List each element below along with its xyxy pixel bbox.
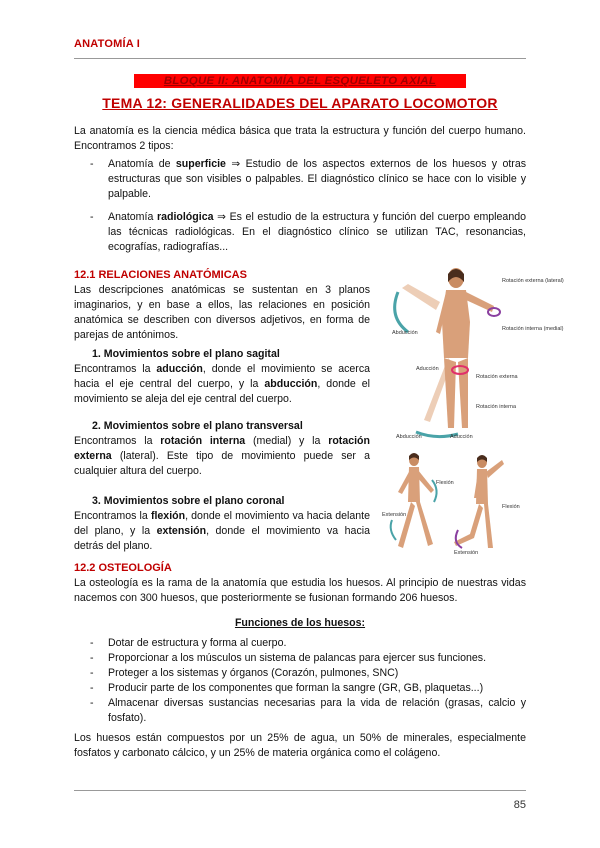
movement-2-text: Encontramos la rotación interna (medial) y la rotación externa (lateral). Este tipo de movimiento puede ser a cualquier altura del cuerpo. — [74, 435, 370, 477]
label-abduccion-leg: Abducción — [396, 434, 422, 440]
bullet-dash: - — [90, 158, 94, 170]
function-item: Proporcionar a los músculos un sistema de palancas para ejercer sus funciones. — [108, 652, 487, 664]
bullet-dash: - — [90, 637, 94, 649]
movement-3-text: Encontramos la flexión, donde el movimiento va hacia delante del plano, y la extensión, donde el movimiento va hacia detrás del plano. — [74, 510, 370, 552]
label-flexion-2: Flexión — [502, 504, 520, 510]
functions-title: Funciones de los huesos: — [234, 617, 366, 629]
bullet-dash: - — [90, 211, 94, 223]
movement-3-heading: 3. Movimientos sobre el plano coronal — [92, 495, 285, 507]
anatomical-position-figure — [378, 262, 564, 440]
composition-paragraph: Los huesos están compuestos por un 25% de agua, un 50% de minerales, especialmente fosfatos y carbonato cálcico, y un 25% de materia orgánica como el colágeno. — [74, 732, 526, 759]
running-header: ANATOMÍA I — [74, 38, 140, 50]
label-rot-int-leg: Rotación interna — [476, 404, 517, 410]
movement-2-heading: 2. Movimientos sobre el plano transversal — [92, 420, 303, 432]
bullet-dash: - — [90, 697, 94, 709]
flexion-extension-figure — [378, 450, 526, 556]
section-2-title: 12.2 OSTEOLOGÍA — [74, 562, 172, 574]
type-radiologica: Anatomía radiológica ⇒ Es el estudio de la estructura y función del cuerpo empleando las técnicas radiológicas. En el diagnóstico clínico se utilizan TAC, resonancias, ecografías, radiografías... — [108, 211, 526, 253]
header-divider — [74, 58, 526, 59]
label-rot-ext-arm: Rotación externa (lateral) — [502, 278, 564, 284]
movement-1-heading: 1. Movimientos sobre el plano sagital — [92, 348, 280, 360]
label-extension-2: Extensión — [454, 550, 479, 556]
label-extension-1: Extensión — [382, 512, 407, 518]
section-2-intro: La osteología es la rama de la anatomía que estudia los huesos. Al principio de nuestras vidas nacemos con 300 huesos, que posteriormente se fusionan formando 206 huesos. — [74, 577, 526, 604]
label-rot-ext-leg: Rotación externa — [476, 374, 518, 380]
bullet-dash: - — [90, 652, 94, 664]
function-item: Dotar de estructura y forma al cuerpo. — [108, 637, 287, 649]
bullet-dash: - — [90, 682, 94, 694]
page-number: 85 — [513, 799, 526, 811]
chapter-title: TEMA 12: GENERALIDADES DEL APARATO LOCOMOTOR — [102, 95, 498, 111]
function-item: Almacenar diversas sustancias necesarias para la vida de relación (grasas, calcio y fosfato). — [108, 697, 526, 724]
label-aduccion-arm: Aducción — [416, 366, 439, 372]
section-1-intro: Las descripciones anatómicas se sustentan en 3 planos imaginarios, y en base a ellos, las relaciones en posición anatómica se describen con diversos adjetivos, en forma de parejas de antónimos. — [74, 284, 370, 341]
function-item: Producir parte de los componentes que forman la sangre (GR, GB, plaquetas...) — [108, 682, 484, 694]
block-title: BLOQUE II: ANATOMÍA DEL ESQUELETO AXIAL — [134, 74, 466, 88]
label-rot-int-arm: Rotación interna (medial) — [502, 326, 564, 332]
footer-divider — [74, 790, 526, 791]
bullet-dash: - — [90, 667, 94, 679]
function-item: Proteger a los sistemas y órganos (Corazón, pulmones, SNC) — [108, 667, 399, 679]
label-flexion-1: Flexión — [436, 480, 454, 486]
intro-paragraph: La anatomía es la ciencia médica básica que trata la estructura y función del cuerpo humano. Encontramos 2 tipos: — [74, 125, 526, 152]
type-superficie: Anatomía de superficie ⇒ Estudio de los aspectos externos de los huesos y otras estructuras que son visibles o palpables. El diagnóstico clínico se hace con lo visible y palpable. — [108, 158, 527, 200]
label-aduccion-leg: Aducción — [450, 434, 473, 440]
label-abduccion-arm: Abducción — [392, 330, 418, 336]
section-1-title: 12.1 RELACIONES ANATÓMICAS — [74, 269, 247, 281]
movement-1-text: Encontramos la aducción, donde el movimiento se acerca hacia el eje central del cuerpo, y la abducción, donde el movimiento se aleja del eje central del cuerpo. — [74, 363, 371, 405]
